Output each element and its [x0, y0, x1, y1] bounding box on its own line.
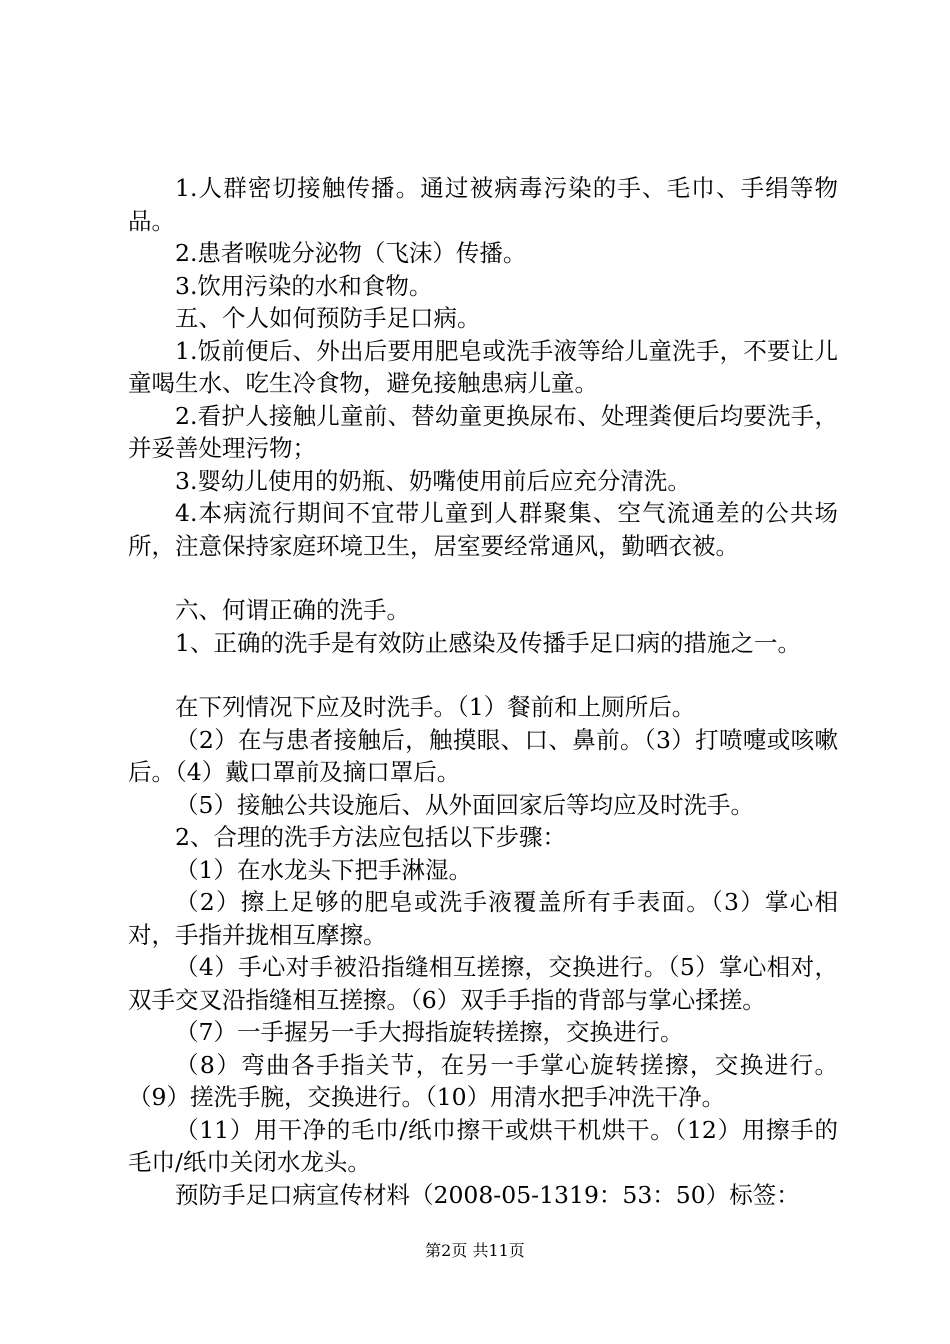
- paragraph: 4.本病流行期间不宜带儿童到人群聚集、空气流通差的公共场所，注意保持家庭环境卫生，居室要经常通风，勤晒衣被。: [128, 499, 838, 560]
- section-heading: 六、何谓正确的洗手。: [175, 596, 410, 624]
- paragraph: 预防手足口病宣传材料（2008-05-1319：53：50）标签：: [175, 1180, 800, 1209]
- paragraph: （4）手心对手被沿指缝相互搓擦，交换进行。（5）掌心相对，双手交叉沿指缝相互搓擦。（6）双手手指的背部与掌心揉搓。: [128, 953, 838, 1014]
- page-number-footer: 第2页 共11页: [425, 1241, 525, 1260]
- paragraph: （11）用干净的毛巾/纸巾擦干或烘干机烘干。（12）用擦手的毛巾/纸巾关闭水龙头。: [128, 1115, 838, 1176]
- paragraph: （5）接触公共设施后、从外面回家后等均应及时洗手。: [175, 790, 754, 819]
- paragraph: 2.患者喉咙分泌物（飞沫）传播。: [175, 239, 527, 267]
- paragraph: 3.婴幼儿使用的奶瓶、奶嘴使用前后应充分清洗。: [175, 466, 691, 495]
- paragraph: 1.饭前便后、外出后要用肥皂或洗手液等给儿童洗手，不要让儿童喝生水、吃生冷食物，避免接触患病儿童。: [128, 336, 838, 397]
- paragraph: 3.饮用污染的水和食物。: [175, 271, 433, 300]
- blank-line: [128, 562, 838, 594]
- paragraph: （8）弯曲各手指关节，在另一手掌心旋转搓擦，交换进行。（9）搓洗手腕，交换进行。（10）用清水把手冲洗干净。: [128, 1050, 838, 1111]
- paragraph: 1.人群密切接触传播。通过被病毒污染的手、毛巾、手绢等物品。: [128, 174, 838, 235]
- paragraph: 1、正确的洗手是有效防止感染及传播手足口病的措施之一。: [175, 628, 801, 657]
- paragraph: （1）在水龙头下把手淋湿。: [175, 855, 472, 884]
- paragraph: （2）在与患者接触后，触摸眼、口、鼻前。（3）打喷嚏或咳嗽后。（4）戴口罩前及摘口罩后。: [128, 725, 838, 786]
- paragraph: （2）擦上足够的肥皂或洗手液覆盖所有手表面。（3）掌心相对，手指并拢相互摩擦。: [128, 888, 838, 949]
- section-heading: 五、个人如何预防手足口病。: [175, 304, 481, 332]
- paragraph: 2、合理的洗手方法应包括以下步骤：: [175, 823, 566, 851]
- paragraph: 2.看护人接触儿童前、替幼童更换尿布、处理粪便后均要洗手，并妥善处理污物；: [128, 401, 838, 462]
- paragraph: （7）一手握另一手大拇指旋转搓擦，交换进行。: [175, 1018, 684, 1046]
- paragraph: 在下列情况下应及时洗手。（1）餐前和上厕所后。: [175, 693, 696, 721]
- blank-line: [128, 659, 838, 691]
- document-body: [128, 172, 838, 1211]
